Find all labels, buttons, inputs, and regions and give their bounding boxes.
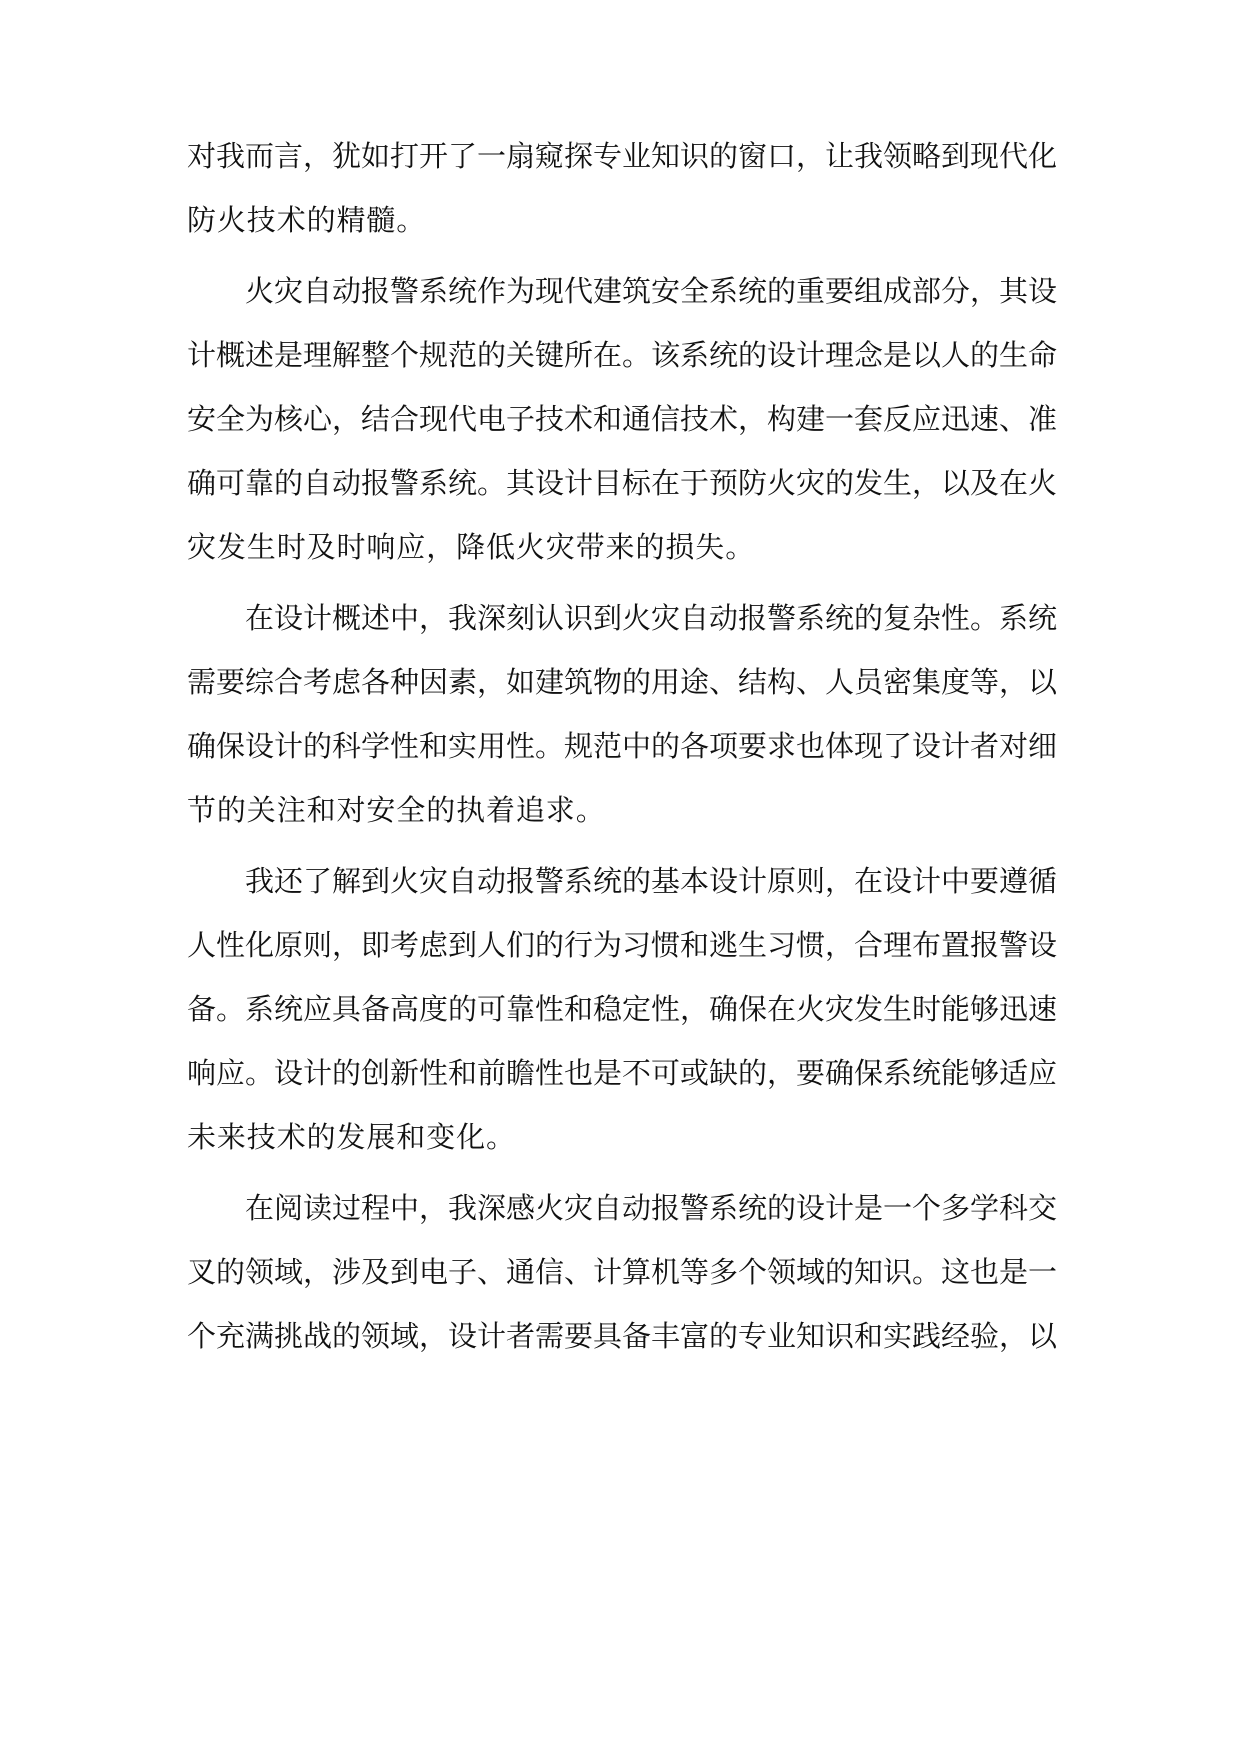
text-line: 未来技术的发展和变化。 [187, 1120, 516, 1154]
text-line: 防火技术的精髓。 [187, 203, 427, 237]
text-line: 安全为核心，结合现代电子技术和通信技术，构建一套反应迅速、准 [187, 402, 1058, 436]
text-line: 我还了解到火灾自动报警系统的基本设计原则，在设计中要遵循 [245, 864, 1058, 898]
text-line: 确保设计的科学性和实用性。规范中的各项要求也体现了设计者对细 [187, 729, 1058, 763]
text-line: 响应。设计的创新性和前瞻性也是不可或缺的，要确保系统能够适应 [187, 1056, 1058, 1090]
text-line: 计概述是理解整个规范的关键所在。该系统的设计理念是以人的生命 [187, 338, 1058, 372]
text-line: 个充满挑战的领域，设计者需要具备丰富的专业知识和实践经验，以 [187, 1319, 1058, 1353]
text-line: 需要综合考虑各种因素，如建筑物的用途、结构、人员密集度等，以 [187, 665, 1058, 699]
text-line: 在阅读过程中，我深感火灾自动报警系统的设计是一个多学科交 [245, 1191, 1058, 1225]
text-line: 对我而言，犹如打开了一扇窥探专业知识的窗口，让我领略到现代化 [187, 139, 1058, 173]
text-line: 节的关注和对安全的执着追求。 [187, 793, 606, 827]
text-line: 火灾自动报警系统作为现代建筑安全系统的重要组成部分，其设 [245, 274, 1058, 308]
text-line: 在设计概述中，我深刻认识到火灾自动报警系统的复杂性。系统 [245, 601, 1058, 635]
text-line: 备。系统应具备高度的可靠性和稳定性，确保在火灾发生时能够迅速 [187, 992, 1058, 1026]
text-line: 人性化原则，即考虑到人们的行为习惯和逃生习惯，合理布置报警设 [187, 928, 1058, 962]
text-line: 叉的领域，涉及到电子、通信、计算机等多个领域的知识。这也是一 [187, 1255, 1058, 1289]
text-line: 灾发生时及时响应，降低火灾带来的损失。 [187, 530, 756, 564]
text-line: 确可靠的自动报警系统。其设计目标在于预防火灾的发生，以及在火 [187, 466, 1058, 500]
